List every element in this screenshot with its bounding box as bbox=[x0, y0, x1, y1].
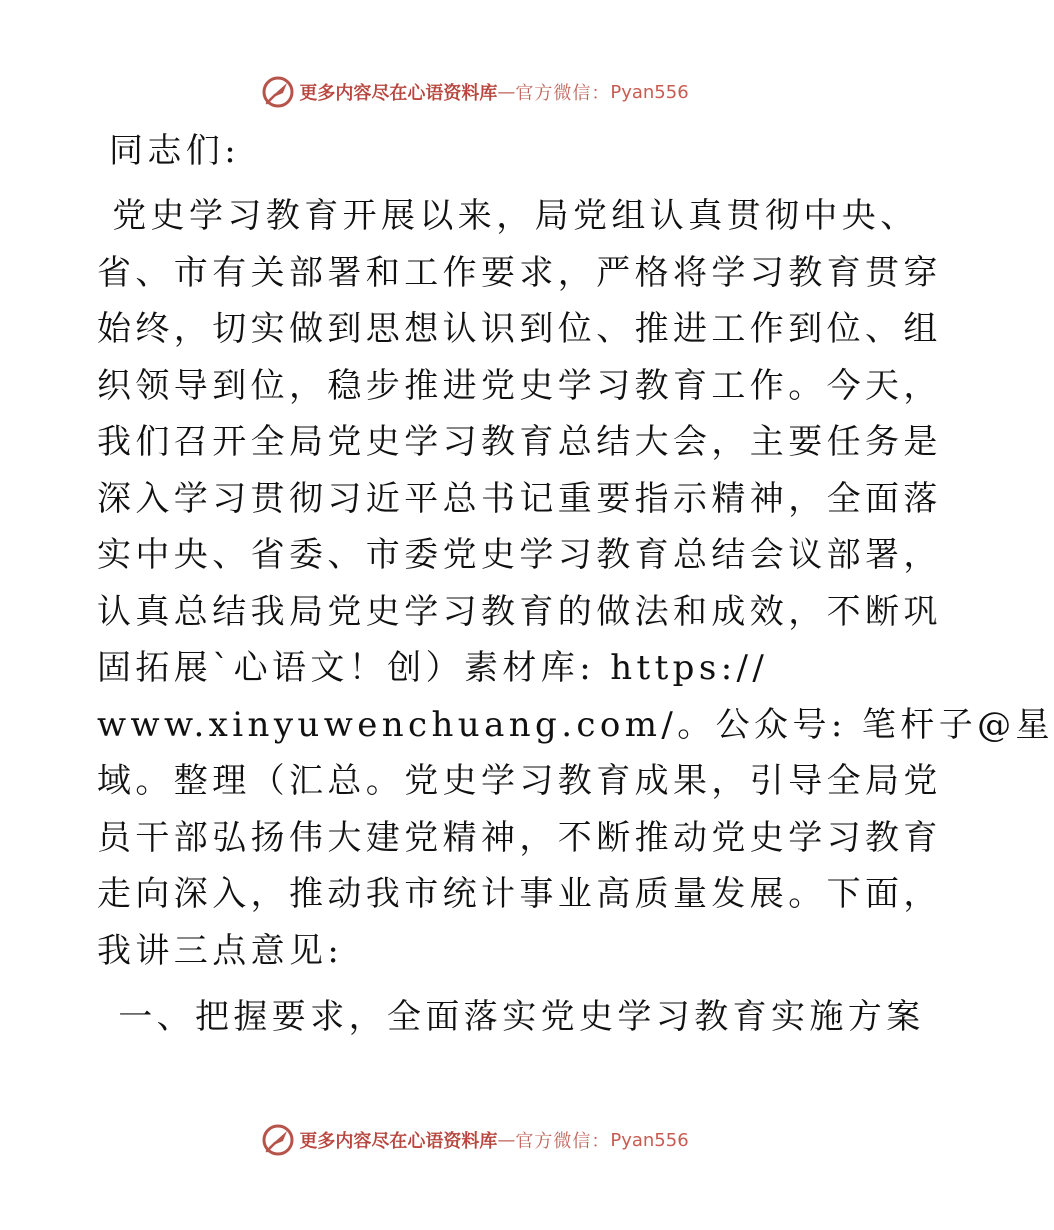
watermark-brand: 更多内容尽在心语资料库 bbox=[299, 1131, 498, 1152]
paragraph-line: 织领导到位，稳步推进党史学习教育工作。今天， bbox=[97, 365, 942, 406]
paragraph-line: 走向深入，推动我市统计事业高质量发展。下面， bbox=[97, 874, 942, 914]
paragraph-line: 我们召开全局党史学习教育总结大会，主要任务是 bbox=[97, 422, 942, 462]
watermark-wechat-label: 官方微信： bbox=[515, 1131, 611, 1152]
watermark-banner-bottom bbox=[0, 1120, 950, 1160]
watermark-wechat-account: Pyan556 bbox=[610, 1129, 689, 1151]
salutation: 同志们: bbox=[109, 131, 241, 171]
paragraph-line: 员干部弘扬伟大建党精神，不断推动党史学习教育 bbox=[97, 817, 942, 858]
quill-logo-icon bbox=[261, 1123, 295, 1157]
watermark-banner-top bbox=[0, 72, 950, 112]
quill-logo-icon bbox=[261, 75, 295, 109]
paragraph-line: 深入学习贯彻习近平总书记重要指示精神，全面落 bbox=[97, 478, 942, 519]
watermark-separator: — bbox=[497, 1129, 516, 1151]
watermark-separator: — bbox=[497, 81, 516, 103]
document-body bbox=[97, 123, 1054, 1046]
paragraph-line: 省、市有关部署和工作要求，严格将学习教育贯穿 bbox=[97, 252, 942, 293]
paragraph-line: 固拓展`心语文！创）素材库: https:// bbox=[97, 648, 769, 688]
paragraph-line: 域。整理（汇总。党史学习教育成果，引导全局党 bbox=[97, 761, 942, 801]
paragraph-line: www.xinyuwenchuang.com/。公众号: 笔杆子@星 bbox=[97, 704, 1054, 745]
watermark-wechat-account: Pyan556 bbox=[610, 81, 689, 103]
section-heading: 一、把握要求，全面落实党史学习教育实施方案 bbox=[103, 997, 925, 1037]
paragraph-line: 我讲三点意见: bbox=[97, 930, 344, 971]
main-paragraph bbox=[97, 188, 1054, 979]
watermark-wechat-label: 官方微信： bbox=[515, 83, 611, 104]
paragraph-line: 实中央、省委、市委党史学习教育总结会议部署， bbox=[97, 535, 942, 575]
paragraph-line: 始终，切实做到思想认识到位、推进工作到位、组 bbox=[97, 309, 942, 349]
paragraph-line: 认真总结我局党史学习教育的做法和成效，不断巩 bbox=[97, 591, 942, 632]
watermark-brand: 更多内容尽在心语资料库 bbox=[299, 83, 498, 104]
paragraph-line: 党史学习教育开展以来，局党组认真贯彻中央、 bbox=[97, 196, 919, 236]
